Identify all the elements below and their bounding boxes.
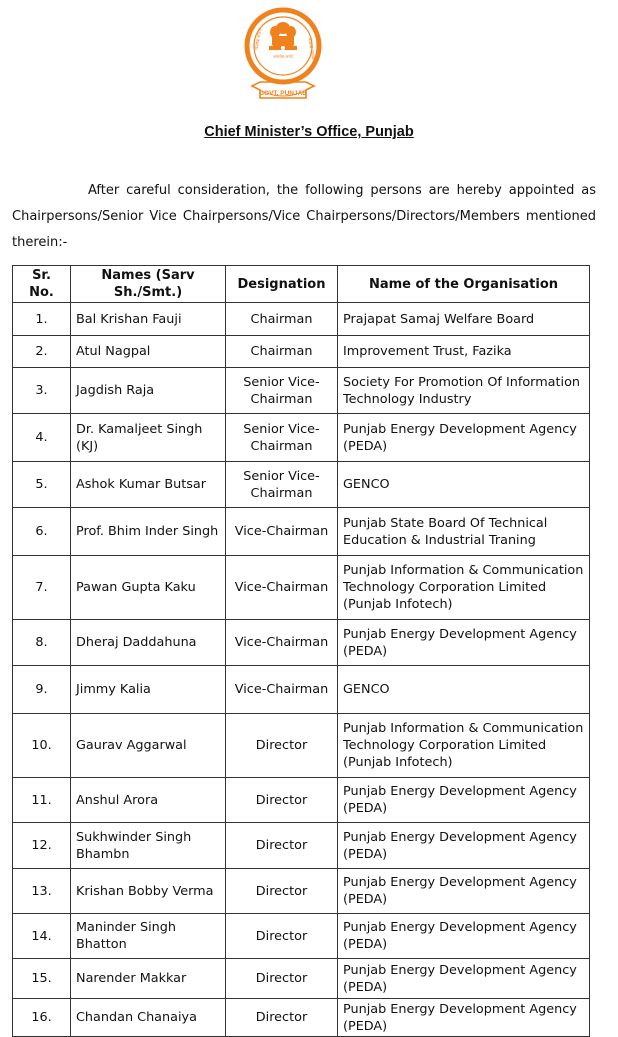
- row-name: Gaurav Aggarwal: [71, 714, 226, 778]
- row-designation: Director: [226, 823, 338, 869]
- row-organisation: Society For Promotion Of Information Technology Industry: [338, 368, 590, 414]
- intro-paragraph: After careful consideration, the following persons are hereby appointed as Chairpersons/Senior Vice Chairpersons/Vice Chairpersons/Directors/Members mentioned therein:-: [12, 183, 596, 250]
- row-name: Anshul Arora: [71, 778, 226, 823]
- row-sr: 13.: [13, 869, 71, 914]
- row-sr: 9.: [13, 666, 71, 714]
- table-row: [13, 666, 590, 714]
- row-name: Maninder Singh Bhatton: [71, 914, 226, 959]
- row-designation: Senior Vice-Chairman: [226, 462, 338, 508]
- row-organisation: Punjab Energy Development Agency (PEDA): [338, 620, 590, 666]
- table-row: [13, 914, 590, 959]
- row-sr: 6.: [13, 508, 71, 556]
- table-header-row: [13, 266, 590, 303]
- row-organisation: Punjab Energy Development Agency (PEDA): [338, 869, 590, 914]
- table-row: [13, 823, 590, 869]
- header-names: Names (Sarv Sh./Smt.): [71, 266, 226, 303]
- seal-ribbon-text: GOVT. PUNJAB: [258, 90, 308, 97]
- row-name: Narender Makkar: [71, 959, 226, 999]
- row-designation: Director: [226, 959, 338, 999]
- row-designation: Director: [226, 914, 338, 959]
- row-organisation: Punjab State Board Of Technical Education & Industrial Traning: [338, 508, 590, 556]
- table-row: [13, 462, 590, 508]
- table-row: [13, 336, 590, 368]
- row-organisation: GENCO: [338, 666, 590, 714]
- row-designation: Senior Vice-Chairman: [226, 414, 338, 462]
- row-name: Krishan Bobby Verma: [71, 869, 226, 914]
- row-designation: Vice-Chairman: [226, 508, 338, 556]
- govt-punjab-seal: [244, 2, 322, 110]
- table-row: [13, 714, 590, 778]
- row-name: Prof. Bhim Inder Singh: [71, 508, 226, 556]
- row-name: Ashok Kumar Butsar: [71, 462, 226, 508]
- row-sr: 3.: [13, 368, 71, 414]
- row-name: Sukhwinder Singh Bhambn: [71, 823, 226, 869]
- row-name: Jimmy Kalia: [71, 666, 226, 714]
- seal-right-text: पंजाब सरकार: [306, 37, 317, 63]
- row-sr: 2.: [13, 336, 71, 368]
- table-row: [13, 508, 590, 556]
- table-row: [13, 959, 590, 999]
- table-row: [13, 414, 590, 462]
- row-designation: Director: [226, 869, 338, 914]
- table-row: [13, 368, 590, 414]
- row-sr: 4.: [13, 414, 71, 462]
- row-name: Bal Krishan Fauji: [71, 303, 226, 336]
- row-sr: 16.: [13, 999, 71, 1037]
- row-name: Dheraj Daddahuna: [71, 620, 226, 666]
- row-sr: 14.: [13, 914, 71, 959]
- row-sr: 12.: [13, 823, 71, 869]
- row-organisation: Punjab Energy Development Agency (PEDA): [338, 999, 590, 1037]
- seal-left-text: पंजाब राज्य: [254, 28, 264, 51]
- row-organisation: Improvement Trust, Fazika: [338, 336, 590, 368]
- row-sr: 15.: [13, 959, 71, 999]
- row-designation: Vice-Chairman: [226, 620, 338, 666]
- row-organisation: Punjab Energy Development Agency (PEDA): [338, 914, 590, 959]
- row-designation: Vice-Chairman: [226, 556, 338, 620]
- row-sr: 5.: [13, 462, 71, 508]
- table-row: [13, 303, 590, 336]
- row-organisation: Punjab Energy Development Agency (PEDA): [338, 959, 590, 999]
- table-row: [13, 869, 590, 914]
- row-designation: Director: [226, 714, 338, 778]
- row-organisation: Punjab Energy Development Agency (PEDA): [338, 823, 590, 869]
- row-designation: Vice-Chairman: [226, 666, 338, 714]
- row-sr: 1.: [13, 303, 71, 336]
- header-sr-no: Sr. No.: [13, 266, 71, 303]
- row-sr: 10.: [13, 714, 71, 778]
- header-designation: Designation: [226, 266, 338, 303]
- seal-motto: सत्यमेव जयते: [273, 54, 293, 59]
- row-designation: Senior Vice-Chairman: [226, 368, 338, 414]
- row-organisation: GENCO: [338, 462, 590, 508]
- row-name: Dr. Kamaljeet Singh (KJ): [71, 414, 226, 462]
- row-sr: 11.: [13, 778, 71, 823]
- page-title: Chief Minister’s Office, Punjab: [204, 124, 414, 140]
- appointments-table: [12, 265, 590, 1037]
- row-name: Pawan Gupta Kaku: [71, 556, 226, 620]
- table-row: [13, 999, 590, 1037]
- row-name: Atul Nagpal: [71, 336, 226, 368]
- row-name: Jagdish Raja: [71, 368, 226, 414]
- row-designation: Chairman: [226, 303, 338, 336]
- row-organisation: Punjab Information & Communication Technology Corporation Limited (Punjab Infotech): [338, 714, 590, 778]
- header-organisation: Name of the Organisation: [338, 266, 590, 303]
- row-organisation: Punjab Energy Development Agency (PEDA): [338, 414, 590, 462]
- row-name: Chandan Chanaiya: [71, 999, 226, 1037]
- table-row: [13, 556, 590, 620]
- row-designation: Director: [226, 778, 338, 823]
- table-row: [13, 778, 590, 823]
- table-row: [13, 620, 590, 666]
- row-sr: 7.: [13, 556, 71, 620]
- row-organisation: Punjab Energy Development Agency (PEDA): [338, 778, 590, 823]
- row-designation: Director: [226, 999, 338, 1037]
- row-organisation: Prajapat Samaj Welfare Board: [338, 303, 590, 336]
- row-sr: 8.: [13, 620, 71, 666]
- row-designation: Chairman: [226, 336, 338, 368]
- row-organisation: Punjab Information & Communication Technology Corporation Limited (Punjab Infotech): [338, 556, 590, 620]
